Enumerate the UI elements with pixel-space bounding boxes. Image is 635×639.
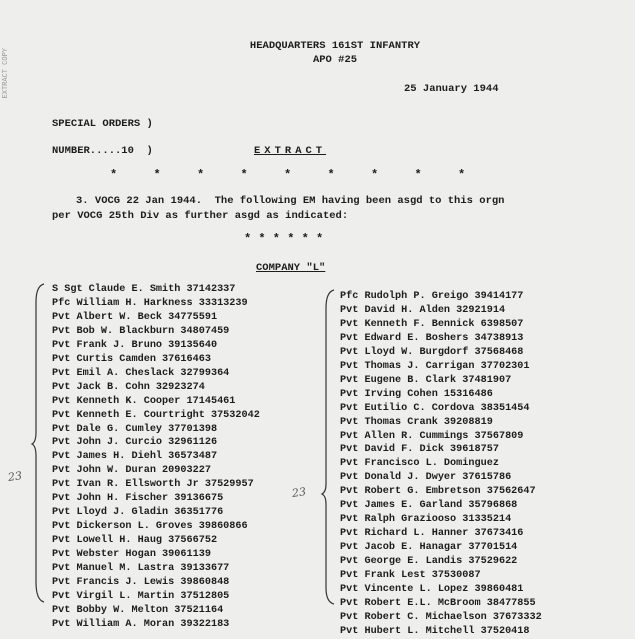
left-roster (52, 283, 260, 632)
roster-entry: Pvt Irving Cohen 15316486 (340, 388, 493, 400)
right-count-note: 23 (291, 485, 307, 500)
roster-entry: Pvt Lloyd J. Gladin 36351776 (52, 507, 224, 519)
roster-entry: Pvt Emil A. Cheslack 32799364 (52, 367, 230, 379)
roster-entry: Pvt Kenneth F. Bennick 6398507 (340, 318, 524, 330)
roster-entry: Pvt Frank J. Bruno 39135640 (52, 339, 218, 351)
apo-heading: APO #25 (312, 54, 358, 66)
left-count-note: 23 (7, 469, 23, 484)
edge-mark: EXTRACT COPY (2, 48, 10, 99)
roster-entry: Pvt Albert W. Beck 34775591 (52, 311, 218, 323)
roster-entry: Pvt Manuel M. Lastra 39133677 (52, 563, 230, 575)
roster-entry: Pvt James E. Garland 35796868 (340, 500, 518, 512)
roster-entry: Pvt Virgil L. Martin 37512805 (52, 590, 230, 602)
special-orders-label: SPECIAL ORDERS ) (52, 118, 153, 130)
roster-entry: Pvt Dale G. Cumley 37701398 (52, 423, 218, 435)
right-brace (322, 288, 336, 604)
roster-entry: Pvt Richard L. Hanner 37673416 (340, 528, 524, 540)
roster-entry: Pvt Ivan R. Ellsworth Jr 37529957 (52, 479, 254, 491)
roster-entry: Pvt John J. Curcio 32961126 (52, 437, 218, 449)
roster-entry: Pvt Hubert L. Mitchell 37520418 (340, 625, 530, 637)
paragraph-line-2: per VOCG 25th Div as further asgd as indicated: (52, 210, 349, 222)
roster-entry: Pvt Lowell H. Haug 37566752 (52, 535, 218, 547)
roster-entry: Pvt Edward E. Boshers 34738913 (340, 332, 524, 344)
roster-entry: Pvt Kenneth E. Courtright 37532042 (52, 409, 260, 421)
roster-entry: Pvt Robert G. Embretson 37562647 (340, 486, 536, 498)
unit-heading: HEADQUARTERS 161ST INFANTRY (249, 40, 421, 52)
roster-entry: Pvt Bob W. Blackburn 34807459 (52, 325, 230, 337)
roster-entry: Pfc Rudolph P. Greigo 39414177 (340, 291, 524, 302)
roster-entry: Pvt John H. Fischer 39136675 (52, 493, 224, 505)
order-date: 25 January 1944 (404, 83, 499, 95)
roster-entry: Pvt Kenneth K. Cooper 17145461 (52, 395, 236, 407)
roster-entry: Pvt Ralph Graziooso 31335214 (340, 514, 512, 526)
paragraph-line-1: 3. VOCG 22 Jan 1944. The following EM having been asgd to this orgn (76, 195, 505, 207)
separator-stars-short: * * * * * * (244, 232, 324, 246)
roster-entry: Pvt David F. Dick 39618757 (340, 444, 499, 456)
roster-entry: Pvt David H. Alden 32921914 (340, 304, 506, 316)
roster-entry: Pvt Webster Hogan 39061139 (52, 549, 211, 561)
roster-entry: Pvt Francisco L. Dominguez (340, 458, 499, 470)
roster-entry: Pvt Lloyd W. Burgdorf 37568468 (340, 346, 524, 358)
roster-entry: Pvt Vincente L. Lopez 39860481 (340, 584, 524, 596)
right-roster (340, 290, 542, 639)
roster-entry: Pvt Robert E.L. McBroom 38477855 (340, 597, 536, 609)
company-heading: COMPANY "L" (256, 262, 326, 274)
roster-entry: Pvt Eutilio C. Cordova 38351454 (340, 402, 530, 414)
roster-entry: Pvt Allen R. Cummings 37567809 (340, 430, 524, 442)
roster-entry: Pvt Curtis Camden 37616463 (52, 353, 211, 365)
roster-entry: Pvt Jack B. Cohn 32923274 (52, 381, 205, 393)
roster-entry: Pvt Francis J. Lewis 39860848 (52, 577, 230, 589)
roster-entry: Pvt John W. Duran 20903227 (52, 465, 211, 477)
roster-entry: Pvt Thomas J. Carrigan 37702301 (340, 360, 530, 372)
roster-entry: Pfc William H. Harkness 33313239 (52, 297, 248, 309)
roster-entry: Pvt Bobby W. Melton 37521164 (52, 604, 224, 616)
roster-entry: Pvt Thomas Crank 39208819 (340, 416, 493, 428)
roster-entry: S Sgt Claude E. Smith 37142337 (52, 284, 236, 295)
roster-entry: Pvt Eugene B. Clark 37481907 (340, 374, 512, 386)
roster-entry: Pvt James H. Diehl 36573487 (52, 451, 218, 463)
left-brace (32, 282, 46, 602)
roster-entry: Pvt Dickerson L. Groves 39860866 (52, 521, 248, 533)
extract-title: EXTRACT (254, 145, 327, 157)
roster-entry: Pvt George E. Landis 37529622 (340, 556, 518, 568)
roster-entry: Pvt William A. Moran 39322183 (52, 618, 230, 630)
roster-entry: Pvt Donald J. Dwyer 37615786 (340, 472, 512, 484)
order-number: NUMBER.....10 ) (52, 145, 153, 157)
roster-entry: Pvt Jacob E. Hanagar 37701514 (340, 542, 518, 554)
roster-entry: Pvt Robert C. Michaelson 37673332 (340, 611, 542, 623)
separator-stars: * * * * * * * * * (110, 168, 467, 182)
roster-entry: Pvt Frank Lest 37530087 (340, 570, 481, 582)
